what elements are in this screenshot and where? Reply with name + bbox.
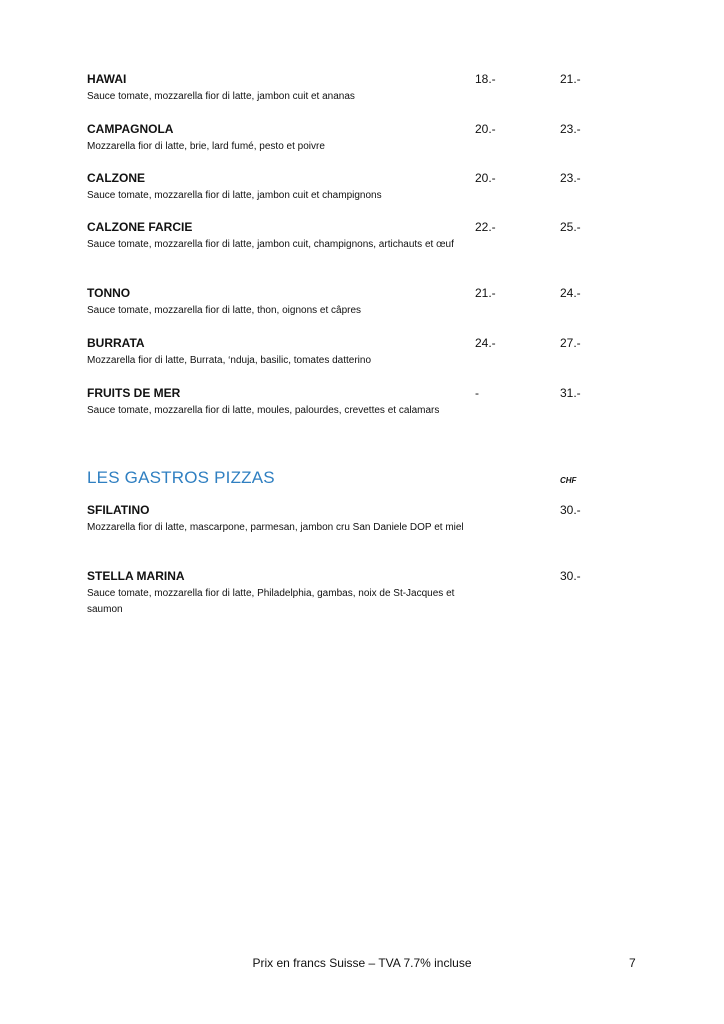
item-description: Mozzarella fior di latte, mascarpone, parmesan, jambon cru San Daniele DOP et miel [87,522,464,533]
item-price-small: 20.- [475,122,496,136]
item-description: Sauce tomate, mozzarella fior di latte, jambon cuit et champignons [87,190,382,201]
item-description: Sauce tomate, mozzarella fior di latte, thon, oignons et câpres [87,305,362,316]
menu-item-burrata [87,336,607,369]
item-price-large: 21.- [560,72,581,86]
item-description: Sauce tomate, mozzarella fior di latte, moules, palourdes, crevettes et calamars [87,405,440,416]
item-price-large: 23.- [560,122,581,136]
item-name: STELLA MARINA [87,569,185,583]
item-name: CAMPAGNOLA [87,122,174,136]
item-description: Sauce tomate, mozzarella fior di latte, jambon cuit et ananas [87,91,355,102]
footer-price-note: Prix en francs Suisse – TVA 7.7% incluse [252,956,472,970]
item-price: 30.- [560,503,581,517]
item-price-large: 24.- [560,286,581,300]
item-name: CALZONE [87,171,145,185]
item-name: CALZONE FARCIE [87,220,193,234]
menu-item-tonno [87,286,607,319]
menu-item-sfilatino [87,503,607,536]
menu-item-fruits-de-mer [87,386,607,419]
item-description: Mozzarella fior di latte, brie, lard fumé, pesto et poivre [87,141,325,152]
item-description: Sauce tomate, mozzarella fior di latte, jambon cuit, champignons, artichauts et œuf [87,239,454,250]
item-name: SFILATINO [87,503,150,517]
currency-label: CHF [560,476,577,485]
item-price-small: 20.- [475,171,496,185]
item-price-small: 22.- [475,220,496,234]
menu-item-stella-marina [87,569,607,618]
item-name: BURRATA [87,336,145,350]
item-price-small: 21.- [475,286,496,300]
item-price-large: 31.- [560,386,581,400]
menu-item-calzone-farcie [87,220,607,253]
item-name: FRUITS DE MER [87,386,181,400]
item-description: Mozzarella fior di latte, Burrata, ‘nduja, basilic, tomates datterino [87,355,372,366]
item-price-small: - [475,386,479,400]
page-number: 7 [629,956,636,970]
item-price-large: 23.- [560,171,581,185]
item-name: HAWAI [87,72,127,86]
item-description: Sauce tomate, mozzarella fior di latte, Philadelphia, gambas, noix de St-Jacques et saumon [87,588,455,615]
item-price-large: 27.- [560,336,581,350]
item-price-small: 24.- [475,336,496,350]
item-name: TONNO [87,286,131,300]
section-title-gastro-pizzas: LES GASTROS PIZZAS [87,468,275,487]
item-price-small: 18.- [475,72,496,86]
menu-item-campagnola [87,122,607,155]
item-price-large: 25.- [560,220,581,234]
menu-item-hawai [87,72,607,105]
menu-item-calzone [87,171,607,204]
item-price: 30.- [560,569,581,583]
